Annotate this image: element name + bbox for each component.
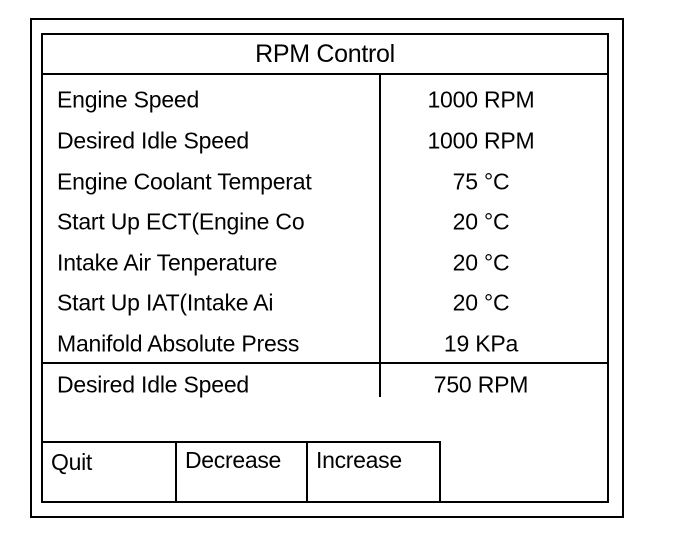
parameter-row-desired-idle-speed (43, 121, 607, 161)
decrease-button[interactable] (177, 441, 308, 501)
increase-button-label: Increase (316, 447, 402, 473)
parameter-value: 1000 RPM (427, 86, 535, 113)
parameter-value: 1000 RPM (427, 127, 535, 154)
parameter-row-start-up-ect (43, 202, 607, 242)
parameter-label: Engine Speed (57, 86, 200, 113)
parameter-label: Engine Coolant Temperat (57, 168, 312, 195)
parameter-row-engine-coolant-temperature (43, 162, 607, 202)
parameter-label: Desired Idle Speed (57, 127, 250, 154)
increase-button[interactable] (308, 441, 441, 501)
parameter-row-start-up-iat (43, 283, 607, 323)
window-title: RPM Control (43, 35, 607, 75)
parameter-label: Start Up ECT(Engine Co (57, 208, 305, 235)
button-bar (43, 441, 441, 501)
parameter-label: Intake Air Tenperature (57, 249, 278, 276)
parameter-value: 20 °C (452, 249, 510, 276)
quit-button[interactable] (43, 441, 177, 501)
parameter-label: Start Up IAT(Intake Ai (57, 289, 274, 316)
control-value: 750 RPM (433, 371, 529, 398)
parameter-label: Manifold Absolute Press (57, 330, 300, 357)
quit-button-label: Quit (51, 449, 92, 475)
parameter-value: 75 °C (452, 168, 510, 195)
parameter-row-intake-air-temperature (43, 243, 607, 283)
parameter-row-manifold-absolute-pressure (43, 324, 607, 364)
control-label: Desired Idle Speed (57, 371, 250, 398)
parameter-value: 19 KPa (443, 330, 519, 357)
parameter-value: 20 °C (452, 289, 510, 316)
control-row-desired-idle-speed (43, 365, 607, 405)
parameter-value: 20 °C (452, 208, 510, 235)
parameter-row-engine-speed (43, 80, 607, 120)
decrease-button-label: Decrease (185, 447, 282, 473)
